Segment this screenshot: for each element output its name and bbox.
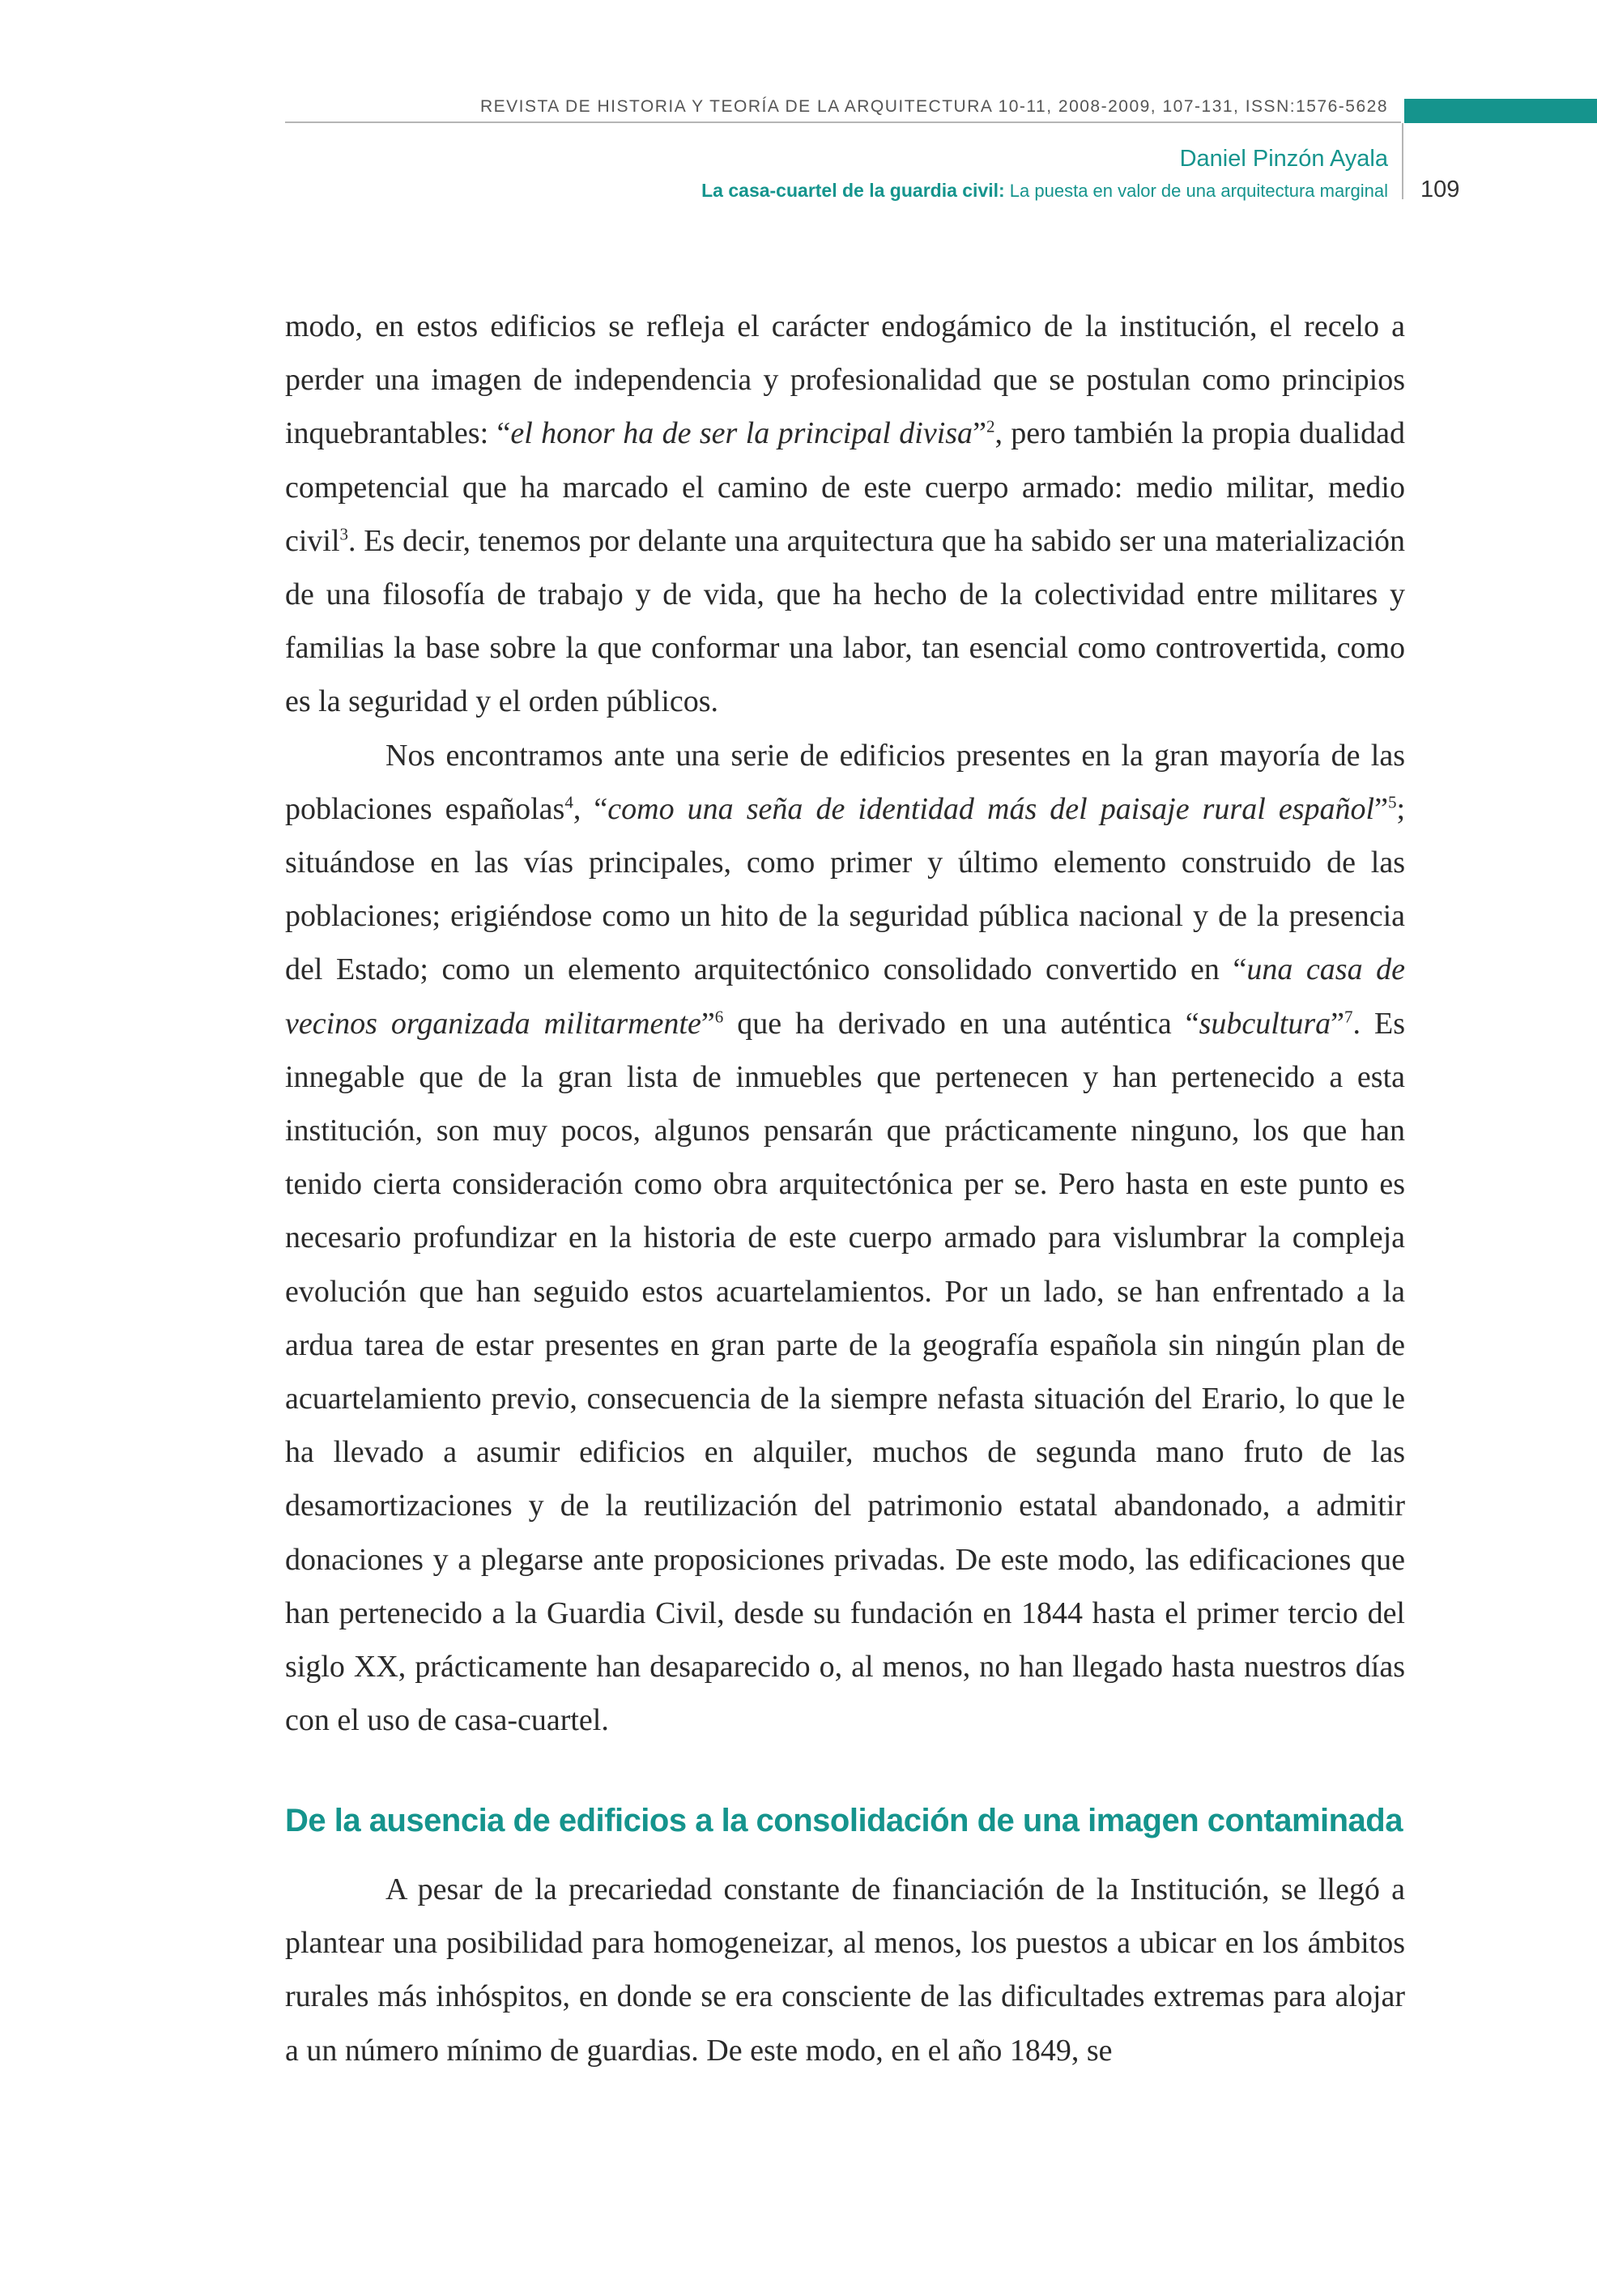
page-number: 109 [1420, 177, 1460, 202]
quote-italic: una casa de vecinos organizada militarmente [285, 952, 1405, 1041]
author-name: Daniel Pinzón Ayala [1179, 146, 1388, 172]
footnote-ref[interactable]: 7 [1344, 1006, 1353, 1026]
accent-bar [1404, 99, 1597, 123]
body-text-upper [285, 300, 1405, 1747]
quote-italic: el honor ha de ser la principal divisa [510, 416, 973, 451]
footnote-ref[interactable]: 2 [986, 416, 995, 437]
paragraph-3: A pesar de la precariedad constante de financiación de la Institución, se llegó a plantear una posibilidad para homogeneizar, al menos, los puestos a ubicar en los ámbitos rurales más inhóspitos, en donde se era consciente de las dificultades extremas para alojar a un número mínimo de guardias. De este modo, en el año 1849, se [285, 1872, 1405, 2068]
body-text-lower [285, 1863, 1405, 2077]
quote-italic: subcultura [1199, 1006, 1331, 1041]
footnote-ref[interactable]: 5 [1387, 792, 1397, 812]
paragraph-1: modo, en estos edificios se refleja el carácter endogámico de la institución, el recelo a perder una imagen de independencia y profesionalidad que se postulan como principios inquebrantables: “el honor ha de ser la principal divisa”$^2$, pero también la propia dualidad competencial que ha marcado el camino de este cuerpo armado: medio militar, medio civil$^3$. Es decir, tenemos por delante una arquitectura que ha sabido ser una materialización de una filosofía de trabajo y de vida, que ha hecho de la colectividad entre militares y familias la base sobre la que conformar una labor, tan esencial como controvertida, como es la seguridad y el orden públicos. [285, 309, 1405, 719]
article-title-subtitle: La puesta en valor de una arquitectura marginal [1004, 181, 1388, 201]
section-heading: De la ausencia de edificios a la consolidación de una imagen contaminada [285, 1803, 1403, 1838]
page-number-divider [1402, 123, 1403, 199]
footnote-ref[interactable]: 4 [564, 792, 573, 812]
article-title [285, 180, 1388, 202]
quote-italic: como una seña de identidad más del paisaje rural español [607, 791, 1375, 826]
footnote-ref[interactable]: 3 [339, 524, 349, 544]
article-title-main: La casa-cuartel de la guardia civil: [701, 180, 1005, 201]
journal-citation: REVISTA DE HISTORIA Y TEORÍA DE LA ARQUITECTURA 10-11, 2008-2009, 107-131, ISSN:1576-5628 [480, 97, 1388, 116]
footnote-ref[interactable]: 6 [714, 1006, 724, 1026]
header-rule [285, 121, 1401, 123]
paragraph-2: Nos encontramos ante una serie de edificios presentes en la gran mayoría de las poblaciones españolas$^4$, “como una seña de identidad más del paisaje rural español”$^5$; situándose en las vías principales, como primer y último elemento construido de las poblaciones; erigiéndose como un hito de la seguridad pública nacional y de la presencia del Estado; como un elemento arquitectónico consolidado convertido en “una casa de vecinos organizada militarmente”$^6$ que ha derivado en una auténtica “subcultura”$^7$. Es innegable que de la gran lista de inmuebles que pertenecen y han pertenecido a esta institución, son muy pocos, algunos pensarán que prácticamente ninguno, los que han tenido cierta consideración como obra arquitectónica per se. Pero hasta en este punto es necesario profundizar en la historia de este cuerpo armado para vislumbrar la compleja evolución que han seguido estos acuartelamientos. Por un lado, se han enfrentado a la ardua tarea de estar presentes en gran parte de la geografía española sin ningún plan de acuartelamiento previo, consecuencia de la siempre nefasta situación del Erario, lo que le ha llevado a asumir edificios en alquiler, muchos de segunda mano fruto de las desamortizaciones y de la reutilización del patrimonio estatal abandonado, a admitir donaciones y a plegarse ante proposiciones privadas. De este modo, las edificaciones que han pertenecido a la Guardia Civil, desde su fundación en 1844 hasta el primer tercio del siglo XX, prácticamente han desaparecido o, al menos, no han llegado hasta nuestros días con el uso de casa-cuartel. [285, 738, 1406, 1738]
